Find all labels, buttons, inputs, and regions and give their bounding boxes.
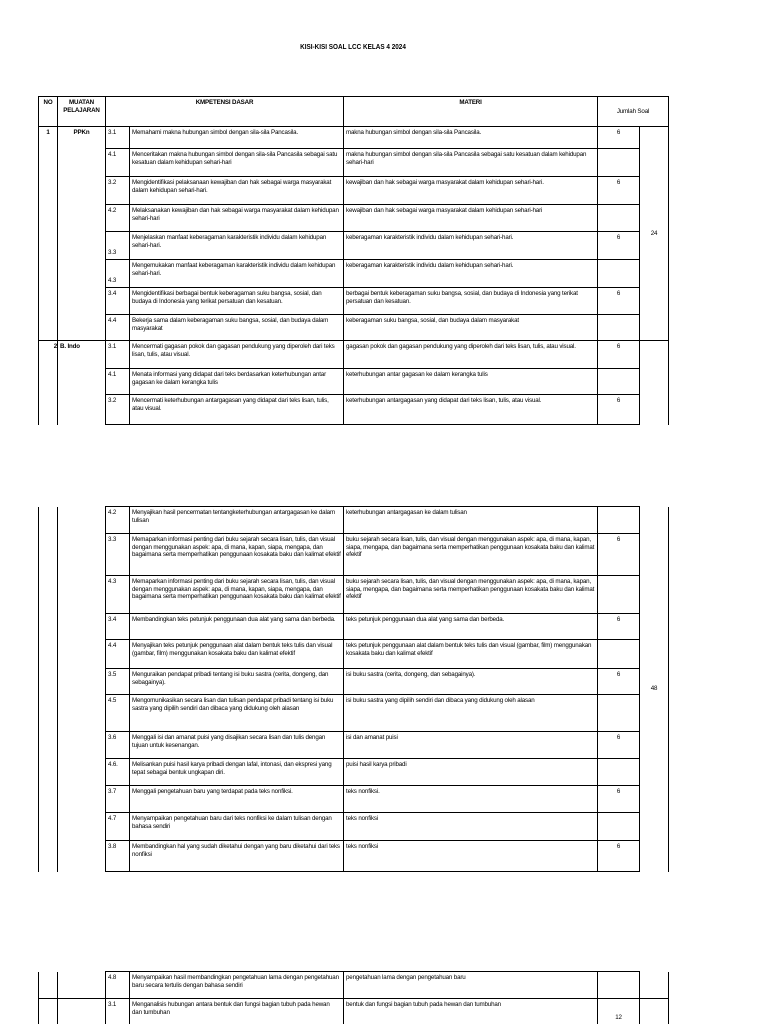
jumlah-soal xyxy=(598,972,640,999)
materi-text: puisi hasil karya pribadi xyxy=(344,759,598,786)
table-row xyxy=(39,177,669,205)
kd-number: 4.1 xyxy=(106,149,130,177)
kd-number: 4.3 xyxy=(106,576,130,614)
jumlah-soal xyxy=(598,315,640,341)
materi-text: keberagaman karakteristik individu dalam kehidupan sehari-hari. xyxy=(344,232,598,260)
jumlah-soal: 6 xyxy=(598,614,640,640)
kd-number: 4.5 xyxy=(106,695,130,732)
header-jumlah-soal: Jumlah Soal xyxy=(598,97,669,127)
kd-number: 3.6 xyxy=(106,732,130,759)
kd-text: Menggali pengetahuan baru yang terdapat pada teks nonfiksi. xyxy=(130,786,344,813)
kd-number: 3.1 xyxy=(106,341,130,369)
jumlah-soal xyxy=(598,205,640,232)
kisi-kisi-table-page-3 xyxy=(38,971,669,1024)
jumlah-soal: 6 xyxy=(598,177,640,205)
materi-text: isi dan amanat puisi xyxy=(344,732,598,759)
jumlah-soal: 12 xyxy=(598,999,640,1024)
kd-text: Menganalisis hubungan antara bentuk dan fungsi bagian tubuh pada hewan dan tumbuhan xyxy=(130,999,344,1024)
table-row xyxy=(39,395,669,425)
materi-text: keberagaman karakteristik individu dalam kehidupan sehari-hari. xyxy=(344,260,598,288)
kd-text: Menjelaskan manfaat keberagaman karakteristik individu dalam kehidupan sehari-hari. xyxy=(130,232,344,260)
kd-number: 4.1 xyxy=(106,369,130,395)
jumlah-soal xyxy=(598,640,640,669)
jumlah-soal: 6 xyxy=(598,841,640,872)
table-row xyxy=(39,999,669,1024)
table-row xyxy=(39,127,669,149)
kd-text: Mengemukakan manfaat keberagaman karakteristik individu dalam kehidupan sehari-hari. xyxy=(130,260,344,288)
kd-text: Menceritakan makna hubungan simbol dengan sila-sila Pancasila sebagai satu kesatuan dalam kehidupan sehari-hari xyxy=(130,149,344,177)
jumlah-soal: 6 xyxy=(598,786,640,813)
materi-text: isi buku sastra yang dipilih sendiri dan dibaca yang didukung oleh alasan xyxy=(344,695,598,732)
kd-text: Menyampaikan hasil membandingkan pengetahuan lama dengan pengetahuan baru secara tertulis dengan bahasa sendiri xyxy=(130,972,344,999)
materi-text: keberagaman suku bangsa, sosial, dan budaya dalam masyarakat xyxy=(344,315,598,341)
table-row xyxy=(39,669,669,695)
kd-text: Memaparkan informasi penting dari buku sejarah secara lisan, tulis, dan visual dengan menggunakan aspek: apa, di mana, kapan, siapa, mengapa, dan bagaimana serta memperhatikan penggunaan kosakata baku dan kalimat efektif xyxy=(130,534,344,576)
kd-number: 3.3 xyxy=(106,232,130,260)
kd-number: 4.8 xyxy=(106,972,130,999)
kd-text: Menata informasi yang didapat dari teks berdasarkan keterhubungan antar gagasan ke dalam kerangka tulis xyxy=(130,369,344,395)
kd-text: Melisankan puisi hasil karya pribadi dengan lafal, intonasi, dan ekspresi yang tepat sebagai bentuk ungkapan diri. xyxy=(130,759,344,786)
materi-text: keterhubungan antargagasan ke dalam tulisan xyxy=(344,507,598,534)
materi-text: teks petunjuk penggunaan alat dalam bentuk teks tulis dan visual (gambar, film) menggunakan kosakata baku dan kalimat efektif xyxy=(344,640,598,669)
materi-text: makna hubungan simbol dengan sila-sila Pancasila. xyxy=(344,127,598,149)
kd-text: Membandingkan teks petunjuk penggunaan dua alat yang sama dan berbeda. xyxy=(130,614,344,640)
table-row xyxy=(39,534,669,576)
table-row xyxy=(39,507,669,534)
jumlah-soal xyxy=(598,507,640,534)
table-row xyxy=(39,695,669,732)
jumlah-soal xyxy=(598,759,640,786)
header-kompetensi-dasar: KMPETENSI DASAR xyxy=(106,97,344,127)
materi-text: keterhubungan antar gagasan ke dalam kerangka tulis xyxy=(344,369,598,395)
row-muatan: PPKn xyxy=(58,127,106,149)
kd-text: Bekerja sama dalam keberagaman suku bangsa, sosial, dan budaya dalam masyarakat xyxy=(130,315,344,341)
table-row xyxy=(39,841,669,872)
table-row xyxy=(39,149,669,177)
table-row xyxy=(39,205,669,232)
kd-text: Menggali isi dan amanat puisi yang disajikan secara lisan dan tulis dengan tujuan untuk kesenangan. xyxy=(130,732,344,759)
table-row xyxy=(39,315,669,341)
materi-text: kewajiban dan hak sebagai warga masyarakat dalam kehidupan sehari-hari xyxy=(344,205,598,232)
kd-text: Memaparkan informasi penting dari buku sejarah secara lisan, tulis, dan visual dengan menggunakan aspek: apa, di mana, kapan, siapa, mengapa, dan bagaimana serta memperhatikan penggunaan kosakata baku dan kalimat efektif xyxy=(130,576,344,614)
total-soal-bindo: 48 xyxy=(640,507,669,872)
kd-number: 4.4 xyxy=(106,315,130,341)
materi-text: bentuk dan fungsi bagian tubuh pada hewan dan tumbuhan xyxy=(344,999,598,1024)
kd-number: 4.2 xyxy=(106,205,130,232)
row-muatan: B. Indo xyxy=(58,341,106,369)
jumlah-soal xyxy=(598,813,640,841)
jumlah-soal xyxy=(598,576,640,614)
kd-number: 3.2 xyxy=(106,395,130,425)
table-row xyxy=(39,732,669,759)
table-row xyxy=(39,972,669,999)
jumlah-soal: 6 xyxy=(598,534,640,576)
kd-text: Melaksanakan kewajiban dan hak sebagai warga masyarakat dalam kehidupan sehari-hari xyxy=(130,205,344,232)
header-muatan-pelajaran: MUATAN PELAJARAN xyxy=(58,97,106,127)
kd-text: Mencermati gagasan pokok dan gagasan pendukung yang diperoleh dari teks lisan, tulis, atau visual. xyxy=(130,341,344,369)
jumlah-soal: 6 xyxy=(598,732,640,759)
materi-text: buku sejarah secara lisan, tulis, dan visual dengan menggunakan aspek: apa, di mana, kapan, siapa, mengapa, dan bagaimana serta memperhatikan penggunaan kosakata baku dan kalimat efektif xyxy=(344,576,598,614)
table-row xyxy=(39,369,669,395)
header-materi: MATERI xyxy=(344,97,598,127)
kd-number: 3.2 xyxy=(106,177,130,205)
kd-number: 4.7 xyxy=(106,813,130,841)
materi-text: teks petunjuk penggunaan dua alat yang sama dan berbeda. xyxy=(344,614,598,640)
table-row xyxy=(39,813,669,841)
row-no: 1 xyxy=(39,127,58,149)
kd-text: Menyajikan teks petunjuk penggunaan alat dalam bentuk teks tulis dan visual (gambar, film) menggunakan kosakata baku dan kalimat efektif xyxy=(130,640,344,669)
table-row xyxy=(39,232,669,260)
kd-number: 3.8 xyxy=(106,841,130,872)
kd-text: Mengidentifikasi berbagai bentuk keberagaman suku bangsa, sosial, dan budaya di Indonesia yang terikat persatuan dan kesatuan. xyxy=(130,288,344,315)
jumlah-soal xyxy=(598,695,640,732)
jumlah-soal: 6 xyxy=(598,669,640,695)
kd-number: 3.1 xyxy=(106,999,130,1024)
table-row xyxy=(39,640,669,669)
kd-text: Mengomunikasikan secara lisan dan tulisan pendapat pribadi tentang isi buku sastra yang dipilih sendiri dan dibaca yang didukung oleh alasan xyxy=(130,695,344,732)
table-row xyxy=(39,288,669,315)
jumlah-soal xyxy=(598,260,640,288)
table-row xyxy=(39,614,669,640)
table-row xyxy=(39,341,669,369)
table-row xyxy=(39,786,669,813)
materi-text: buku sejarah secara lisan, tulis, dan visual dengan menggunakan aspek: apa, di mana, kapan, siapa, mengapa, dan bagaimana serta memperhatikan penggunaan kosakata baku dan kalimat efektif xyxy=(344,534,598,576)
materi-text: pengetahuan lama dengan pengetahuan baru xyxy=(344,972,598,999)
row-no: 2 xyxy=(39,341,58,369)
table-row xyxy=(39,759,669,786)
jumlah-soal xyxy=(598,149,640,177)
table-row xyxy=(39,576,669,614)
kd-number: 4.6. xyxy=(106,759,130,786)
kisi-kisi-table-page-1 xyxy=(38,96,669,425)
table-row xyxy=(39,260,669,288)
kd-number: 4.2 xyxy=(106,507,130,534)
header-no: NO xyxy=(39,97,58,127)
materi-text: berbagai bentuk keberagaman suku bangsa, sosial, dan budaya di Indonesia yang terikat persatuan dan kesatuan. xyxy=(344,288,598,315)
materi-text: keterhubungan antargagasan yang didapat dari teks lisan, tulis, atau visual. xyxy=(344,395,598,425)
kd-number: 3.4 xyxy=(106,614,130,640)
kd-text: Menyampaikan pengetahuan baru dari teks nonfiksi ke dalam tulisan dengan bahasa sendiri xyxy=(130,813,344,841)
document-title: KISI-KISI SOAL LCC KELAS 4 2024 xyxy=(300,42,406,51)
kd-number: 4.4 xyxy=(106,640,130,669)
jumlah-soal: 6 xyxy=(598,341,640,369)
kd-number: 3.7 xyxy=(106,786,130,813)
jumlah-soal xyxy=(598,369,640,395)
jumlah-soal: 6 xyxy=(598,127,640,149)
materi-text: teks nonfiksi xyxy=(344,841,598,872)
kd-text: Memahami makna hubungan simbol dengan sila-sila Pancasila. xyxy=(130,127,344,149)
materi-text: gagasan pokok dan gagasan pendukung yang diperoleh dari teks lisan, tulis, atau visual. xyxy=(344,341,598,369)
kd-text: Membandingkan hal yang sudah diketahui dengan yang baru diketahui dari teks nonfiksi xyxy=(130,841,344,872)
materi-text: teks nonfiksi xyxy=(344,813,598,841)
kd-text: Mengidentifikasi pelaksanaan kewajiban dan hak sebagai warga masyarakat dalam kehidupan sehari-hari. xyxy=(130,177,344,205)
jumlah-soal: 6 xyxy=(598,232,640,260)
jumlah-soal: 6 xyxy=(598,395,640,425)
materi-text: isi buku sastra (cerita, dongeng, dan sebagainya). xyxy=(344,669,598,695)
kd-text: Mencermati keterhubungan antargagasan yang didapat dari teks lisan, tulis, atau visual. xyxy=(130,395,344,425)
materi-text: teks nonfiksi. xyxy=(344,786,598,813)
kd-text: Menyajikan hasil pencermatan tentangketerhubungan antargagasan ke dalam tulisan xyxy=(130,507,344,534)
total-soal-ppkn: 24 xyxy=(640,127,669,341)
jumlah-soal: 6 xyxy=(598,288,640,315)
materi-text: kewajiban dan hak sebagai warga masyarakat dalam kehidupan sehari-hari. xyxy=(344,177,598,205)
kd-number: 4.3 xyxy=(106,260,130,288)
kd-text: Menguraikan pendapat pribadi tentang isi buku sastra (cerita, dongeng, dan sebagainya). xyxy=(130,669,344,695)
materi-text: makna hubungan simbol dengan sila-sila Pancasila sebagai satu kesatuan dalam kehidupan sehari-hari xyxy=(344,149,598,177)
kd-number: 3.4 xyxy=(106,288,130,315)
kd-number: 3.1 xyxy=(106,127,130,149)
kd-number: 3.3 xyxy=(106,534,130,576)
kd-number: 3.5 xyxy=(106,669,130,695)
kisi-kisi-table-page-2 xyxy=(38,506,669,872)
